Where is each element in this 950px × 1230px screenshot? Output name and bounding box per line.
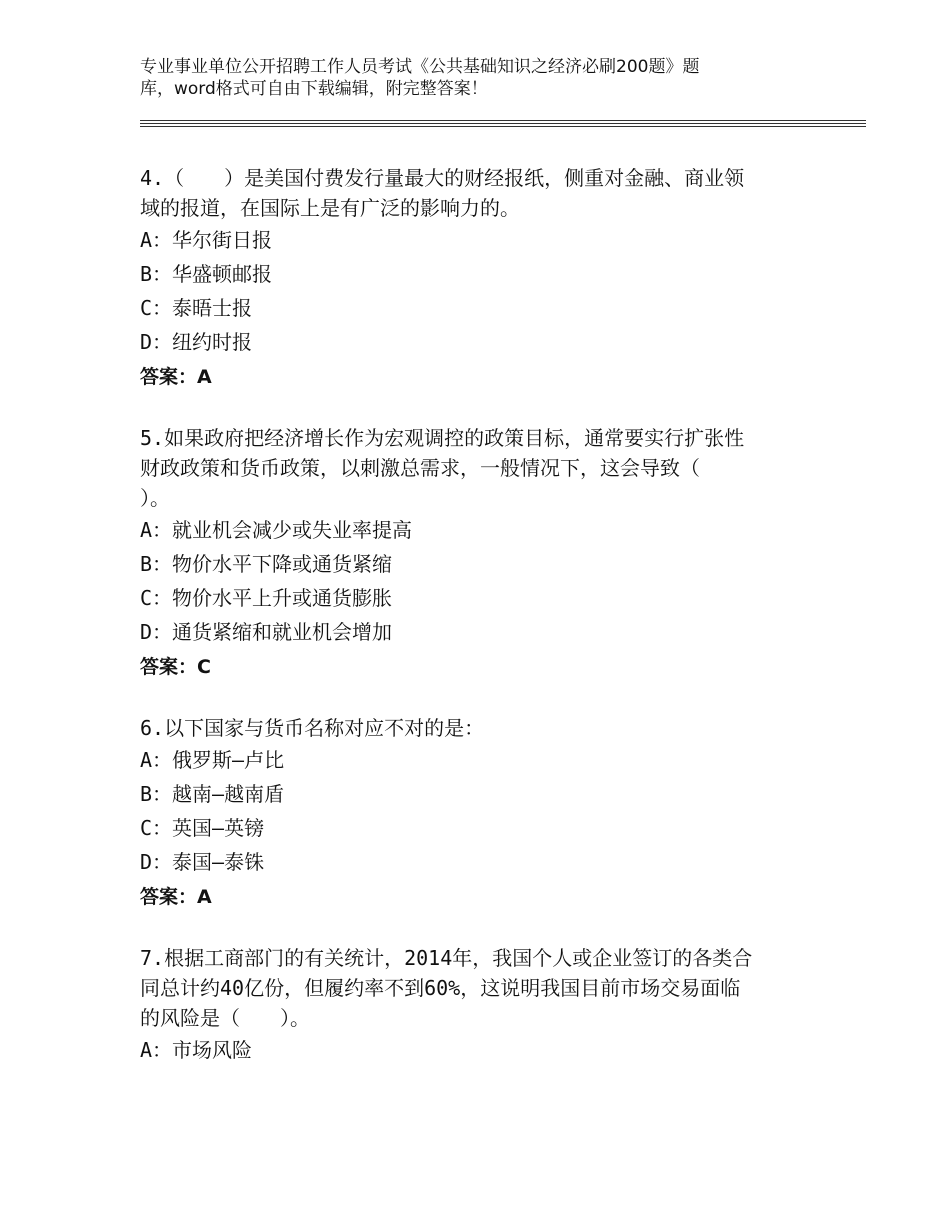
option-a: A：华尔街日报 [140,228,273,252]
option-c: C：泰晤士报 [140,296,253,320]
header-divider-top [140,120,866,121]
question-7 [140,943,820,1067]
document-header [140,56,780,100]
option-a: A：俄罗斯—卢比 [140,748,285,772]
question-stem-line: 5.如果政府把经济增长作为宏观调控的政策目标，通常要实行扩张性 [140,426,745,450]
option-b: B：华盛顿邮报 [140,262,273,286]
question-stem-line: 的风险是（ ）。 [140,1006,310,1030]
option-d: D：纽约时报 [140,330,253,354]
header-title-line-1: 专业事业单位公开招聘工作人员考试《公共基础知识之经济必刷200题》题 [140,57,700,77]
question-stem-line: 同总计约40亿份，但履约率不到60%，这说明我国目前市场交易面临 [140,976,741,1000]
option-a: A：就业机会减少或失业率提高 [140,518,413,542]
question-list [140,163,820,1095]
question-stem-line: 域的报道，在国际上是有广泛的影响力的。 [140,196,520,220]
question-stem-line: 7.根据工商部门的有关统计，2014年，我国个人或企业签订的各类合 [140,946,753,970]
question-6 [140,713,820,915]
option-d: D：泰国—泰铢 [140,850,265,874]
answer-label: 答案：A [140,886,212,908]
header-divider-bottom [140,126,866,127]
option-d: D：通货紧缩和就业机会增加 [140,620,393,644]
option-b: B：物价水平下降或通货紧缩 [140,552,393,576]
option-a: A：市场风险 [140,1038,253,1062]
header-divider-middle [140,123,866,124]
answer-label: 答案：C [140,656,211,678]
option-b: B：越南—越南盾 [140,782,285,806]
option-c: C：英国—英镑 [140,816,265,840]
question-stem-line: 4.（ ）是美国付费发行量最大的财经报纸，侧重对金融、商业领 [140,166,745,190]
question-4 [140,163,820,395]
question-stem-line: ）。 [140,486,170,510]
question-stem-line: 财政政策和货币政策，以刺激总需求，一般情况下，这会导致（ [140,456,700,480]
header-title-line-2: 库，word格式可自由下载编辑，附完整答案！ [140,79,488,99]
option-c: C：物价水平上升或通货膨胀 [140,586,393,610]
answer-label: 答案：A [140,366,212,388]
question-5 [140,423,820,685]
question-stem-line: 6.以下国家与货币名称对应不对的是： [140,716,485,740]
